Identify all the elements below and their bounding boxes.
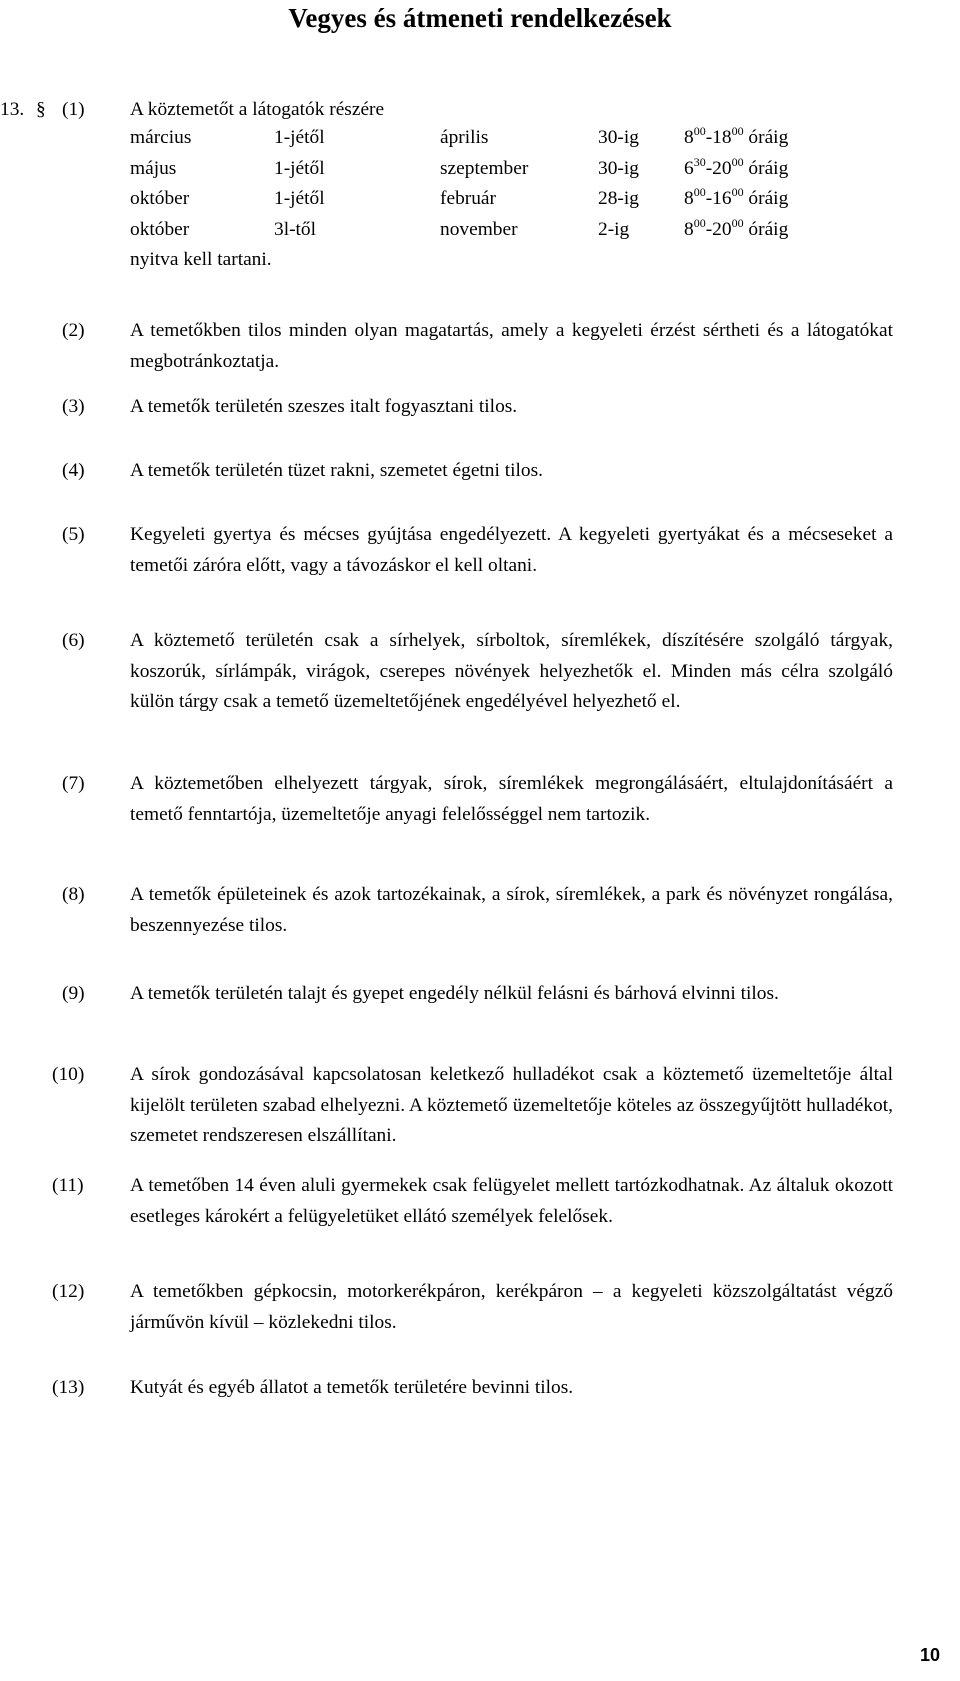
item-label: (6) (62, 630, 85, 651)
item-label: (1) (62, 99, 85, 120)
schedule-to-day: 2-ig (598, 219, 630, 240)
schedule-from-day: 3l-től (274, 219, 317, 240)
item-label: (4) (62, 460, 85, 481)
item-label: (9) (62, 983, 85, 1004)
start-hour: 8 (684, 219, 694, 240)
item-text: A temetők területén talajt és gyepet engedély nélkül felásni és bárhová elvinni tilos. (130, 983, 779, 1004)
item-label: (2) (62, 320, 85, 341)
schedule-to-month: április (440, 127, 489, 148)
start-hour: 6 (684, 158, 694, 179)
item-text: A sírok gondozásával kapcsolatosan keletkező hulladékot csak a köztemető üzemeltetője által kijelölt területen szabad elhelyezni. A köztemető üzemeltetője köteles az összegyűjtött hulladékot, szemetet rendszeresen elszállítani. (130, 1064, 893, 1146)
item-label: (10) (52, 1064, 85, 1085)
schedule-to-month: február (440, 188, 496, 209)
schedule-hours (684, 124, 788, 153)
schedule-hours (684, 155, 788, 184)
start-minute: 30 (693, 155, 706, 169)
item-text: A temetőben 14 éven aluli gyermekek csak felügyelet mellett tartózkodhatnak. Az általuk okozott esetleges károkért a felügyeletüket ellátó személyek felelősek. (130, 1175, 893, 1227)
item-outro (0, 246, 960, 274)
start-minute: 00 (693, 216, 706, 230)
section-symbol: § (36, 99, 46, 120)
item-text: A temetőkben tilos minden olyan magatartás, amely a kegyeleti érzést sértheti és a látogatókat megbotránkoztatja. (130, 320, 893, 372)
schedule-from-day: 1-jétől (274, 127, 325, 148)
section-number: 13. (0, 99, 25, 120)
schedule-from-month: október (130, 219, 190, 240)
end-hour: -16 (705, 188, 732, 209)
schedule-from-month: május (130, 158, 177, 179)
schedule-from-day: 1-jétől (274, 158, 325, 179)
item-text: A temetőkben gépkocsin, motorkerékpáron, kerékpáron – a kegyeleti közszolgáltatást végző járművön kívül – közlekedni tilos. (130, 1281, 893, 1333)
schedule-from-month: március (130, 127, 192, 148)
end-hour: -20 (705, 219, 732, 240)
schedule-row (0, 155, 960, 183)
schedule-to-day: 30-ig (598, 158, 639, 179)
schedule-from-day: 1-jétől (274, 188, 325, 209)
schedule-row (0, 185, 960, 213)
hours-suffix: óráig (748, 127, 789, 148)
item-text: A köztemetőben elhelyezett tárgyak, sírok, síremlékek megrongálásáért, eltulajdonításáért a temető fenntartója, üzemeltetője anyagi felelősséggel nem tartozik. (130, 773, 893, 825)
end-minute: 00 (731, 216, 744, 230)
start-minute: 00 (693, 124, 706, 138)
item-label: (8) (62, 884, 85, 905)
section-header (0, 96, 960, 124)
item-label: (7) (62, 773, 85, 794)
schedule-to-day: 28-ig (598, 188, 639, 209)
document-title: Vegyes és átmeneti rendelkezések (288, 3, 672, 33)
item-text: Kutyát és egyéb állatot a temetők területére bevinni tilos. (130, 1377, 574, 1398)
schedule-hours (684, 185, 788, 214)
end-minute: 00 (731, 185, 744, 199)
start-hour: 8 (684, 188, 694, 209)
schedule-to-month: november (440, 219, 518, 240)
schedule-row (0, 124, 960, 152)
page-number: 10 (919, 1645, 940, 1665)
start-hour: 8 (684, 127, 694, 148)
item-label: (3) (62, 396, 85, 417)
schedule-row (0, 216, 960, 244)
item-label: (13) (52, 1377, 85, 1398)
item-text: A temetők területén tüzet rakni, szemetet égetni tilos. (130, 460, 543, 481)
hours-suffix: óráig (748, 188, 789, 209)
schedule-to-month: szeptember (440, 158, 529, 179)
item-text: Kegyeleti gyertya és mécses gyújtása engedélyezett. A kegyeleti gyertyákat és a mécseseket a temetői záróra előtt, vagy a távozáskor el kell oltani. (130, 524, 893, 576)
end-minute: 00 (731, 155, 744, 169)
end-minute: 00 (731, 124, 744, 138)
item-label: (5) (62, 524, 85, 545)
item-label: (11) (52, 1175, 84, 1196)
hours-suffix: óráig (748, 219, 789, 240)
item-text: A temetők épületeinek és azok tartozékainak, a sírok, síremlékek, a park és növényzet rongálása, beszennyezése tilos. (130, 884, 893, 936)
item-text: A köztemető területén csak a sírhelyek, sírboltok, síremlékek, díszítésére szolgáló tárgyak, koszorúk, sírlámpák, virágok, cserepes növények helyezhetők el. Minden más célra szolgáló külön tárgy csak a temető üzemeltetőjének engedélyével helyezhető el. (130, 630, 893, 712)
item-text: A temetők területén szeszes italt fogyasztani tilos. (130, 396, 518, 417)
hours-suffix: óráig (748, 158, 789, 179)
schedule-hours (684, 216, 788, 245)
end-hour: -20 (705, 158, 732, 179)
item-label: (12) (52, 1281, 85, 1302)
schedule-to-day: 30-ig (598, 127, 639, 148)
schedule-from-month: október (130, 188, 190, 209)
item-outro-text: nyitva kell tartani. (130, 249, 272, 270)
item-intro-text: A köztemetőt a látogatók részére (130, 99, 385, 120)
end-hour: -18 (705, 127, 732, 148)
start-minute: 00 (693, 185, 706, 199)
